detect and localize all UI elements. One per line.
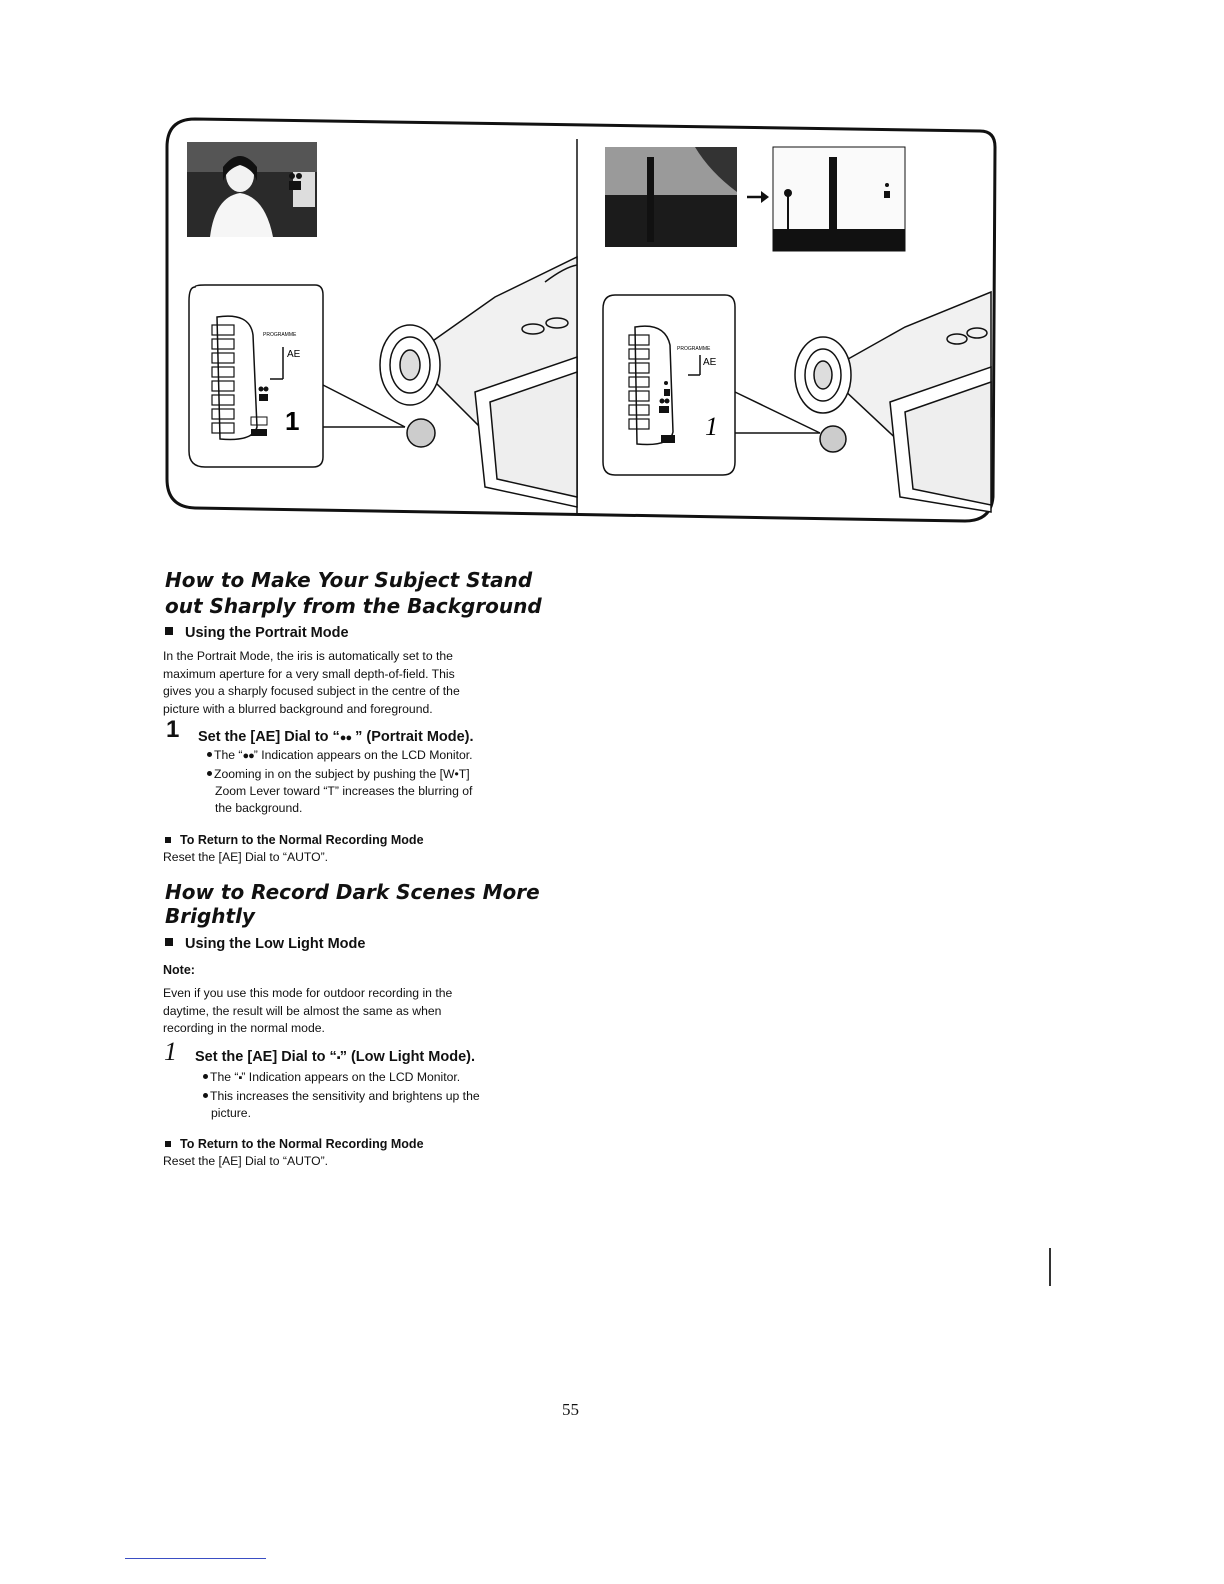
- section2-subheading: [165, 936, 365, 952]
- camcorder-illustration: [165, 117, 997, 523]
- camcorder-right: [735, 292, 991, 512]
- low-light-mode-icon: ▪: [336, 1052, 340, 1064]
- section2-return-heading: [165, 1137, 424, 1151]
- section2-note-label: Note:: [163, 963, 195, 977]
- section2-note-line: Even if you use this mode for outdoor recording in the: [163, 986, 453, 1000]
- section1-intro-line: picture with a blurred background and foreground.: [163, 701, 433, 716]
- camcorder-left: [323, 257, 577, 507]
- section1-return-heading-text: To Return to the Normal Recording Mode: [180, 833, 424, 847]
- callout-step-number-left: 1: [285, 406, 300, 436]
- section2-step-text: [195, 1049, 475, 1065]
- callout-step-number-right: 1: [705, 412, 718, 441]
- section2-note-line: recording in the normal mode.: [163, 1021, 325, 1036]
- section2-step-number: 1: [164, 1037, 177, 1066]
- section2-bullet2-line: picture.: [211, 1106, 251, 1120]
- section2-bullet1-suffix: ” Indication appears on the LCD Monitor.: [241, 1070, 461, 1084]
- arrow-right-icon: [747, 191, 769, 203]
- portrait-mode-icon: ●●: [242, 750, 254, 762]
- low-light-mode-icon: ▪: [238, 1072, 242, 1084]
- section2-bullet-1: [203, 1069, 543, 1087]
- section2-note-line: daytime, the result will be almost the same as when: [163, 1003, 442, 1018]
- section2-title-line2: Brightly: [165, 904, 255, 928]
- section1-bullet-1: [207, 747, 547, 765]
- section2-step-suffix: ” (Low Light Mode).: [339, 1049, 476, 1065]
- section2-bullet2-line: [203, 1088, 543, 1105]
- section1-title-line1: How to Make Your Subject Stand: [165, 568, 533, 592]
- square-bullet-icon: [165, 938, 173, 946]
- section1-title-line2: out Sharply from the Background: [165, 594, 542, 618]
- section1-intro-line: gives you a sharply focused subject in the centre of the: [163, 684, 460, 699]
- margin-mark: [1049, 1248, 1051, 1286]
- section1-bullet-2: [207, 766, 547, 817]
- section2-bullet1-prefix: The “: [210, 1070, 239, 1084]
- square-bullet-icon: [165, 1141, 171, 1147]
- section2-return-text: Reset the [AE] Dial to “AUTO”.: [163, 1154, 329, 1168]
- portrait-mode-icon: ●●: [339, 732, 352, 744]
- footer-rule: [125, 1558, 266, 1559]
- section2-return-heading-text: To Return to the Normal Recording Mode: [180, 1137, 424, 1151]
- square-bullet-icon: [165, 837, 171, 843]
- section1-return-heading: [165, 833, 424, 847]
- section1-return-text: Reset the [AE] Dial to “AUTO”.: [163, 850, 329, 864]
- low-light-photo-after: [773, 147, 905, 251]
- section1-bullet2-line0: Zooming in on the subject by pushing the [W•T]: [214, 767, 470, 781]
- square-bullet-icon: [165, 627, 173, 635]
- dial-ae-label-right: AE: [703, 357, 717, 368]
- dial-top-label-left: PROGRAMME: [263, 332, 297, 338]
- section2-note-text: [163, 985, 543, 1038]
- section1-intro-line: maximum aperture for a very small depth-of-field. This: [163, 666, 455, 681]
- ae-dial-callout-left: [189, 285, 323, 467]
- section1-step-suffix: ” (Portrait Mode).: [351, 729, 474, 745]
- section1-bullet1-prefix: The “: [214, 748, 243, 762]
- section1-intro-line: In the Portrait Mode, the iris is automatically set to the: [163, 649, 453, 663]
- section1-subheading: [165, 625, 349, 641]
- dial-top-label-right: PROGRAMME: [677, 346, 711, 352]
- ae-dial-callout-right: [603, 295, 735, 475]
- bullet-dot-icon: [203, 1074, 208, 1079]
- dial-ae-label-left: AE: [287, 349, 301, 360]
- section2-bullet2-line0: This increases the sensitivity and brightens up the: [210, 1089, 480, 1103]
- section1-step-prefix: Set the [AE] Dial to “: [198, 729, 340, 745]
- section1-bullet2-line: the background.: [215, 801, 303, 815]
- bullet-dot-icon: [203, 1093, 208, 1098]
- portrait-photo: [187, 142, 317, 237]
- page-number: 55: [562, 1400, 579, 1419]
- bullet-dot-icon: [207, 771, 212, 776]
- section2-step-prefix: Set the [AE] Dial to “: [195, 1049, 337, 1065]
- section1-step-text: [198, 729, 474, 745]
- section2-bullet-2: [203, 1088, 543, 1122]
- section1-bullet1-suffix: ” Indication appears on the LCD Monitor.: [253, 748, 473, 762]
- section2-subheading-text: Using the Low Light Mode: [185, 936, 366, 952]
- low-light-photo-before: [605, 147, 737, 247]
- section1-bullet2-line: [207, 766, 547, 783]
- section1-subheading-text: Using the Portrait Mode: [185, 625, 349, 641]
- section1-step-number: 1: [166, 716, 180, 743]
- bullet-dot-icon: [207, 752, 212, 757]
- section1-intro: [163, 648, 543, 718]
- section2-title-line1: How to Record Dark Scenes More: [165, 880, 540, 904]
- section1-bullet2-line: Zoom Lever toward “T” increases the blurring of: [215, 784, 473, 798]
